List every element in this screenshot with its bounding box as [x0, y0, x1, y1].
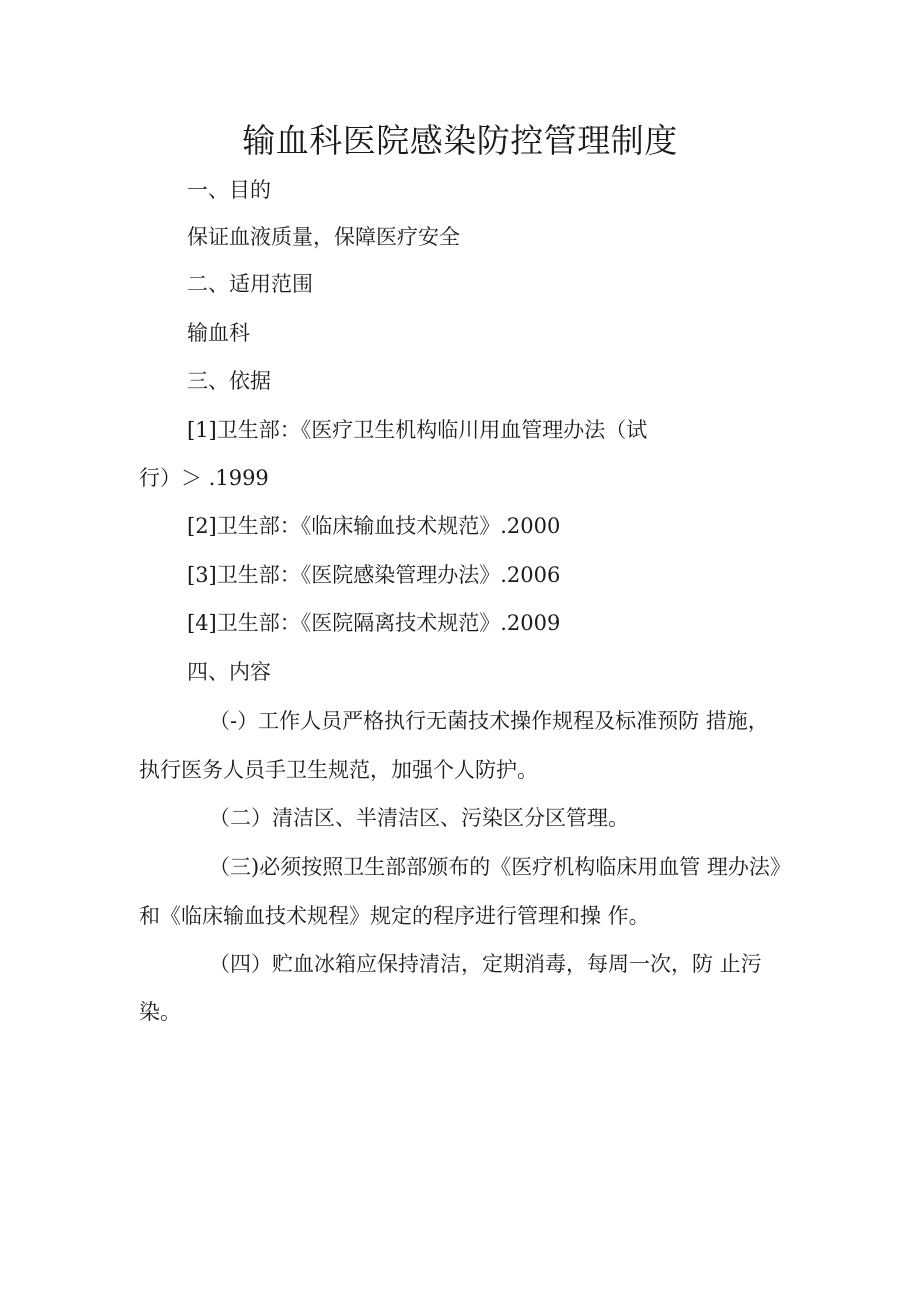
document-title: 输血科医院感染防控管理制度: [242, 121, 678, 160]
content-item-1-line-1: （-）工作人员严格执行无菌技术操作规程及标准预防 措施，: [209, 709, 769, 733]
reference-4: [4]卫生部：《医院隔离技术规范》.2009: [187, 611, 561, 635]
reference-1-line-2: 行）＞ .1999: [139, 466, 269, 490]
content-item-1-line-2: 执行医务人员手卫生规范，加强个人防护。: [139, 758, 538, 782]
scope-text: 输血科: [187, 321, 250, 345]
content-item-3-line-1: （三)必须按照卫生部部颁布的《医疗机构临床用血管 理办法》: [209, 855, 791, 879]
reference-3: [3]卫生部：《医院感染管理办法》.2006: [187, 563, 561, 587]
reference-1-line-1: [1]卫生部：《医疗卫生机构临川用血管理办法（试: [187, 418, 648, 442]
reference-2: [2]卫生部：《临床输血技术规范》.2000: [187, 514, 561, 538]
content-item-2: （二）清洁区、半清洁区、污染区分区管理。: [209, 806, 629, 830]
purpose-text: 保证血液质量，保障医疗安全: [187, 225, 460, 249]
content-item-4-line-1: （四）贮血冰箱应保持清洁，定期消毒，每周一次，防 止污: [209, 952, 762, 976]
section-heading-purpose: 一、目的: [187, 178, 271, 202]
content-item-4-line-2: 染。: [139, 1000, 181, 1024]
section-heading-content: 四、内容: [187, 660, 271, 684]
content-item-3-line-2: 和《临床输血技术规程》规定的程序进行管理和操 作。: [139, 904, 650, 928]
section-heading-scope: 二、适用范围: [187, 272, 313, 296]
section-heading-basis: 三、依据: [187, 369, 271, 393]
